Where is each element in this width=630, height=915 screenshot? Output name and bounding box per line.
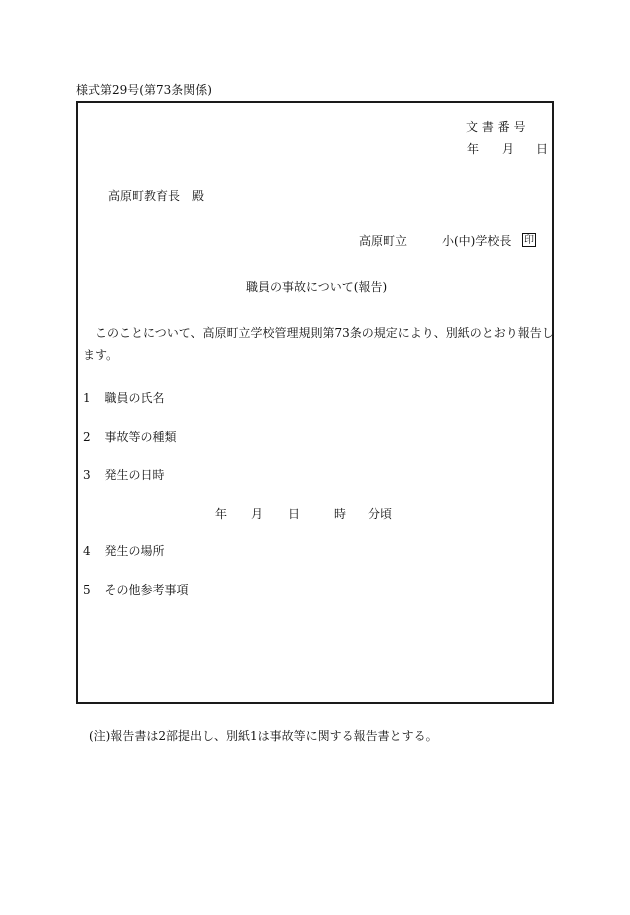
datetime-minute: 分頃 — [368, 507, 393, 521]
sender-town: 高原町立 — [359, 234, 408, 248]
item-number: 2 — [83, 430, 91, 444]
datetime-year: 年 — [215, 507, 228, 521]
item-label: 職員の氏名 — [104, 391, 165, 405]
addressee: 高原町教育長 殿 — [108, 189, 205, 203]
item-label: 発生の場所 — [104, 544, 165, 558]
item-label: 事故等の種類 — [104, 430, 177, 444]
item-label: 発生の日時 — [104, 468, 165, 482]
item-4 — [83, 545, 164, 557]
item-1 — [83, 392, 164, 404]
date-month-label: 月 — [502, 142, 515, 156]
date-day-label: 日 — [536, 142, 549, 156]
item-3 — [83, 469, 164, 481]
report-title: 職員の事故について(報告) — [246, 280, 388, 294]
datetime-hour: 時 — [334, 507, 347, 521]
item-number: 1 — [83, 391, 91, 405]
seal-icon — [522, 233, 536, 247]
item-number: 4 — [83, 544, 91, 558]
datetime-day: 日 — [288, 507, 301, 521]
item-2 — [83, 431, 176, 443]
document-number-label: 文 書 番 号 — [466, 120, 526, 134]
body-line-1: このことについて、高原町立学校管理規則第73条の規定により、別紙のとおり報告し — [95, 326, 554, 340]
date-year-label: 年 — [467, 142, 480, 156]
datetime-month: 月 — [251, 507, 264, 521]
item-number: 3 — [83, 468, 91, 482]
footnote: (注)報告書は2部提出し、別紙1は事故等に関する報告書とする。 — [89, 729, 438, 743]
item-label: その他参考事項 — [104, 583, 189, 597]
form-label: 様式第29号(第73条関係) — [76, 83, 212, 97]
seal-mark: 印 — [524, 235, 534, 246]
item-number: 5 — [83, 583, 91, 597]
body-line-2: ます。 — [83, 348, 119, 362]
item-5 — [83, 584, 188, 596]
sender-school: 小(中)学校長 — [442, 234, 512, 248]
